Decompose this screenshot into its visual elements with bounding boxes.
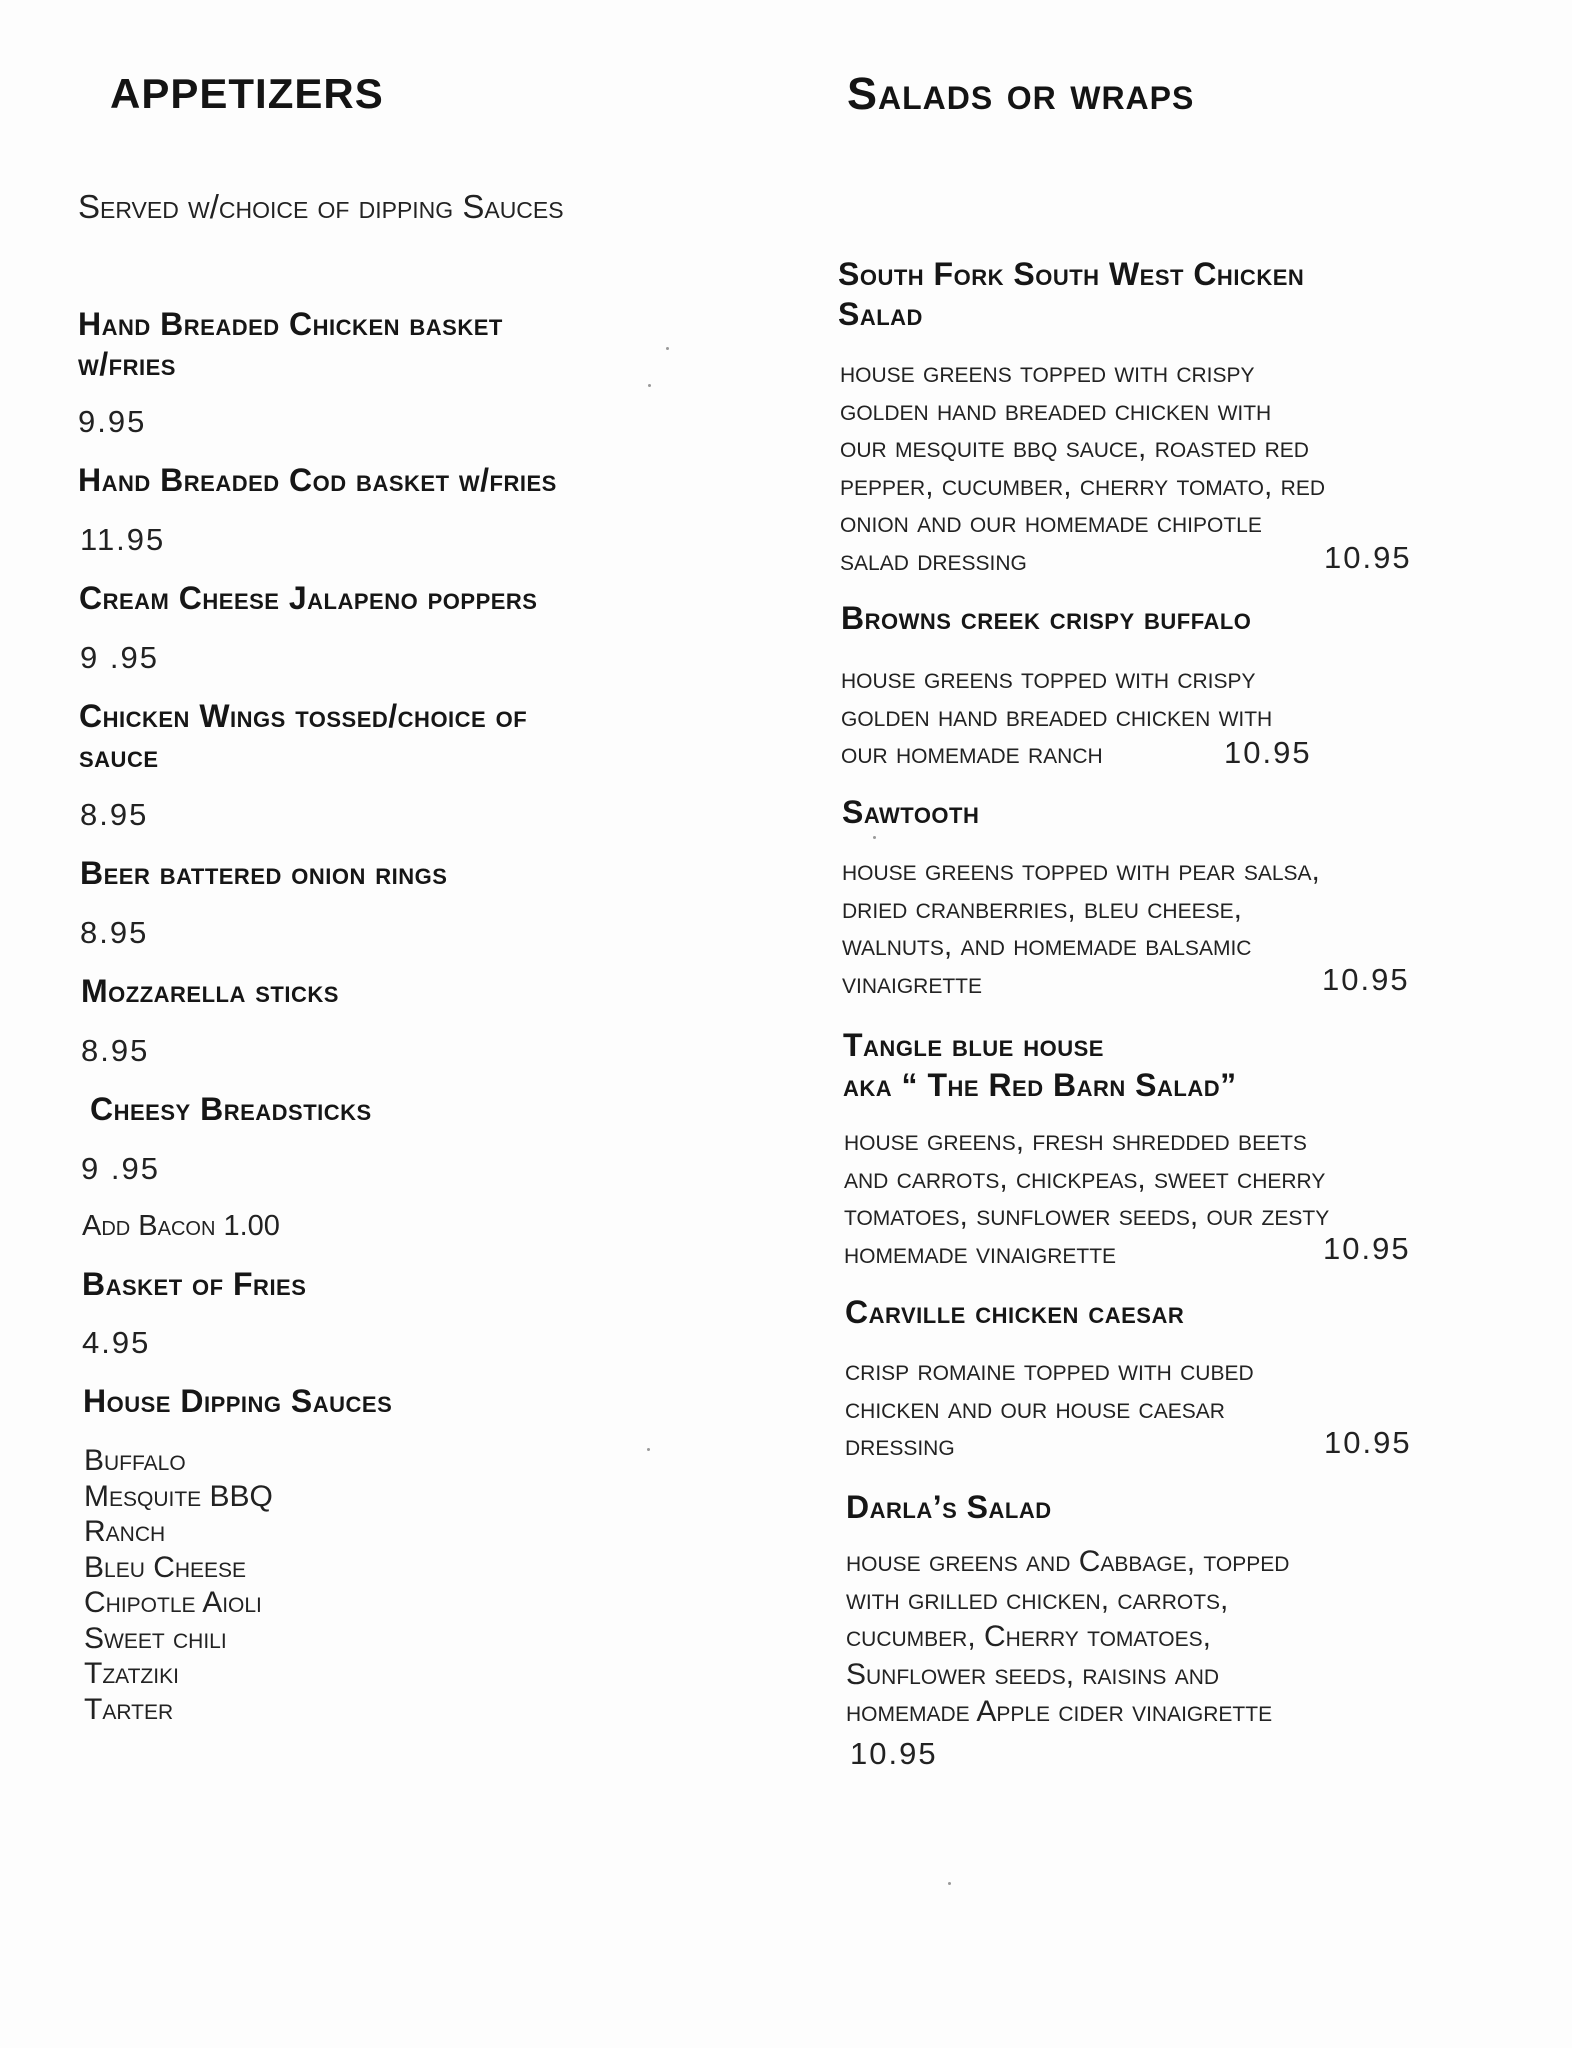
description-line: salad dressing — [840, 543, 1027, 577]
menu-item-price: 9.95 — [78, 404, 147, 439]
menu-item-name: Cheesy Breadsticks — [90, 1091, 372, 1127]
menu-item-name-line: w/fries — [78, 346, 176, 382]
add-on-note: Add Bacon 1.00 — [82, 1210, 280, 1242]
description-line: vinaigrette — [842, 966, 983, 1000]
salads-title: Salads or wraps — [847, 68, 1195, 119]
sauce-list — [84, 1443, 273, 1727]
menu-item-description — [842, 852, 1320, 1002]
menu-item-name — [79, 696, 527, 776]
menu-item-name: Beer battered onion rings — [80, 855, 448, 891]
description-line: golden hand breaded chicken with — [841, 699, 1273, 733]
description-line: Sunflower seeds, raisins and — [846, 1657, 1220, 1691]
description-line: with grilled chicken, carrots, — [846, 1582, 1229, 1616]
sauce-item: Bleu Cheese — [84, 1550, 247, 1584]
description-line: tomatoes, sunflower seeds, our zesty — [844, 1199, 1330, 1232]
menu-item-price: 8.95 — [80, 797, 149, 832]
menu-item-price: 11.95 — [80, 522, 166, 557]
description-line: walnuts, and homemade balsamic — [842, 929, 1252, 962]
sauce-item: Chipotle Aioli — [84, 1586, 262, 1619]
menu-item-name-line: Salad — [838, 296, 923, 332]
description-line: dressing — [845, 1429, 955, 1462]
menu-item-name — [78, 304, 503, 384]
description-line: house greens topped with crispy — [841, 662, 1256, 695]
description-line: house greens topped with crispy — [840, 356, 1255, 389]
description-line: onion and our homemade chipotle — [840, 506, 1262, 539]
menu-item-name: Basket of Fries — [82, 1266, 307, 1302]
menu-item-name: Hand Breaded Cod basket w/fries — [78, 462, 557, 498]
scan-speck — [647, 1448, 650, 1451]
description-line: our homemade ranch — [841, 737, 1103, 770]
sauce-item: Buffalo — [84, 1444, 186, 1477]
menu-item-description — [840, 354, 1325, 579]
description-line: golden hand breaded chicken with — [840, 393, 1272, 427]
menu-item-name: Sawtooth — [842, 794, 980, 830]
menu-item-description — [845, 1352, 1254, 1465]
description-line: house greens topped with pear salsa, — [842, 854, 1320, 887]
scan-speck — [873, 836, 876, 839]
menu-item-price: 8.95 — [81, 1033, 150, 1068]
menu-item-name-line: Tangle blue house — [843, 1027, 1104, 1063]
menu-item-name: Carville chicken caesar — [845, 1294, 1185, 1330]
menu-item-price: 10.95 — [1324, 540, 1412, 575]
scan-speck — [666, 347, 669, 350]
menu-item-name-line: sauce — [79, 738, 159, 774]
description-line: chicken and our house caesar — [845, 1391, 1225, 1425]
sauce-item: Tarter — [84, 1692, 174, 1726]
menu-item-description — [844, 1122, 1329, 1272]
menu-item-price: 10.95 — [1322, 962, 1410, 997]
menu-item-price: 4.95 — [82, 1325, 151, 1360]
menu-item-price: 9 .95 — [80, 640, 159, 675]
menu-item-price: 10.95 — [1324, 1425, 1412, 1460]
menu-item-name: Browns creek crispy buffalo — [841, 600, 1252, 636]
description-line: dried cranberries, bleu cheese, — [842, 891, 1242, 925]
sauce-item: Mesquite BBQ — [84, 1479, 273, 1513]
appetizers-title: APPETIZERS — [110, 70, 384, 117]
description-line: crisp romaine topped with cubed — [845, 1354, 1254, 1387]
description-line: homemade vinaigrette — [844, 1236, 1117, 1270]
sauce-item: Sweet chili — [84, 1621, 227, 1655]
menu-item-description — [846, 1543, 1289, 1731]
menu-item-name: Darla’s Salad — [846, 1489, 1052, 1525]
sauce-item: Tzatziki — [84, 1657, 179, 1690]
menu-item-name: Mozzarella sticks — [81, 973, 339, 1009]
menu-item-name: Cream Cheese Jalapeno poppers — [79, 580, 538, 616]
menu-item-price: 8.95 — [80, 915, 149, 950]
menu-item-price: 9 .95 — [81, 1151, 160, 1186]
description-line: homemade Apple cider vinaigrette — [846, 1695, 1273, 1728]
scan-speck — [948, 1882, 951, 1885]
appetizers-subtitle: Served w/choice of dipping Sauces — [78, 188, 564, 225]
description-line: house greens and Cabbage, topped — [846, 1545, 1290, 1578]
menu-item-price: 10.95 — [1224, 735, 1312, 770]
description-line: and carrots, chickpeas, sweet cherry — [844, 1161, 1326, 1195]
sauces-title: House Dipping Sauces — [83, 1383, 393, 1419]
menu-item-description — [841, 660, 1272, 773]
scan-speck — [648, 384, 651, 387]
menu-item-name — [838, 254, 1304, 334]
description-line: house greens, fresh shredded beets — [844, 1124, 1307, 1157]
description-line: cucumber, Cherry tomatoes, — [846, 1620, 1211, 1653]
menu-item-name-line: aka “ The Red Barn Salad” — [843, 1067, 1237, 1103]
menu-item-price: 10.95 — [1323, 1231, 1411, 1266]
description-line: pepper, cucumber, cherry tomato, red — [840, 468, 1326, 502]
menu-item-name — [843, 1025, 1237, 1105]
description-line: our mesquite bbq sauce, roasted red — [840, 431, 1309, 464]
sauce-item: Ranch — [84, 1515, 166, 1548]
menu-item-name-line: Chicken Wings tossed/choice of — [79, 698, 528, 734]
menu-item-name-line: Hand Breaded Chicken basket — [78, 306, 503, 342]
menu-item-price: 10.95 — [850, 1736, 938, 1771]
menu-item-name-line: South Fork South West Chicken — [838, 256, 1305, 292]
